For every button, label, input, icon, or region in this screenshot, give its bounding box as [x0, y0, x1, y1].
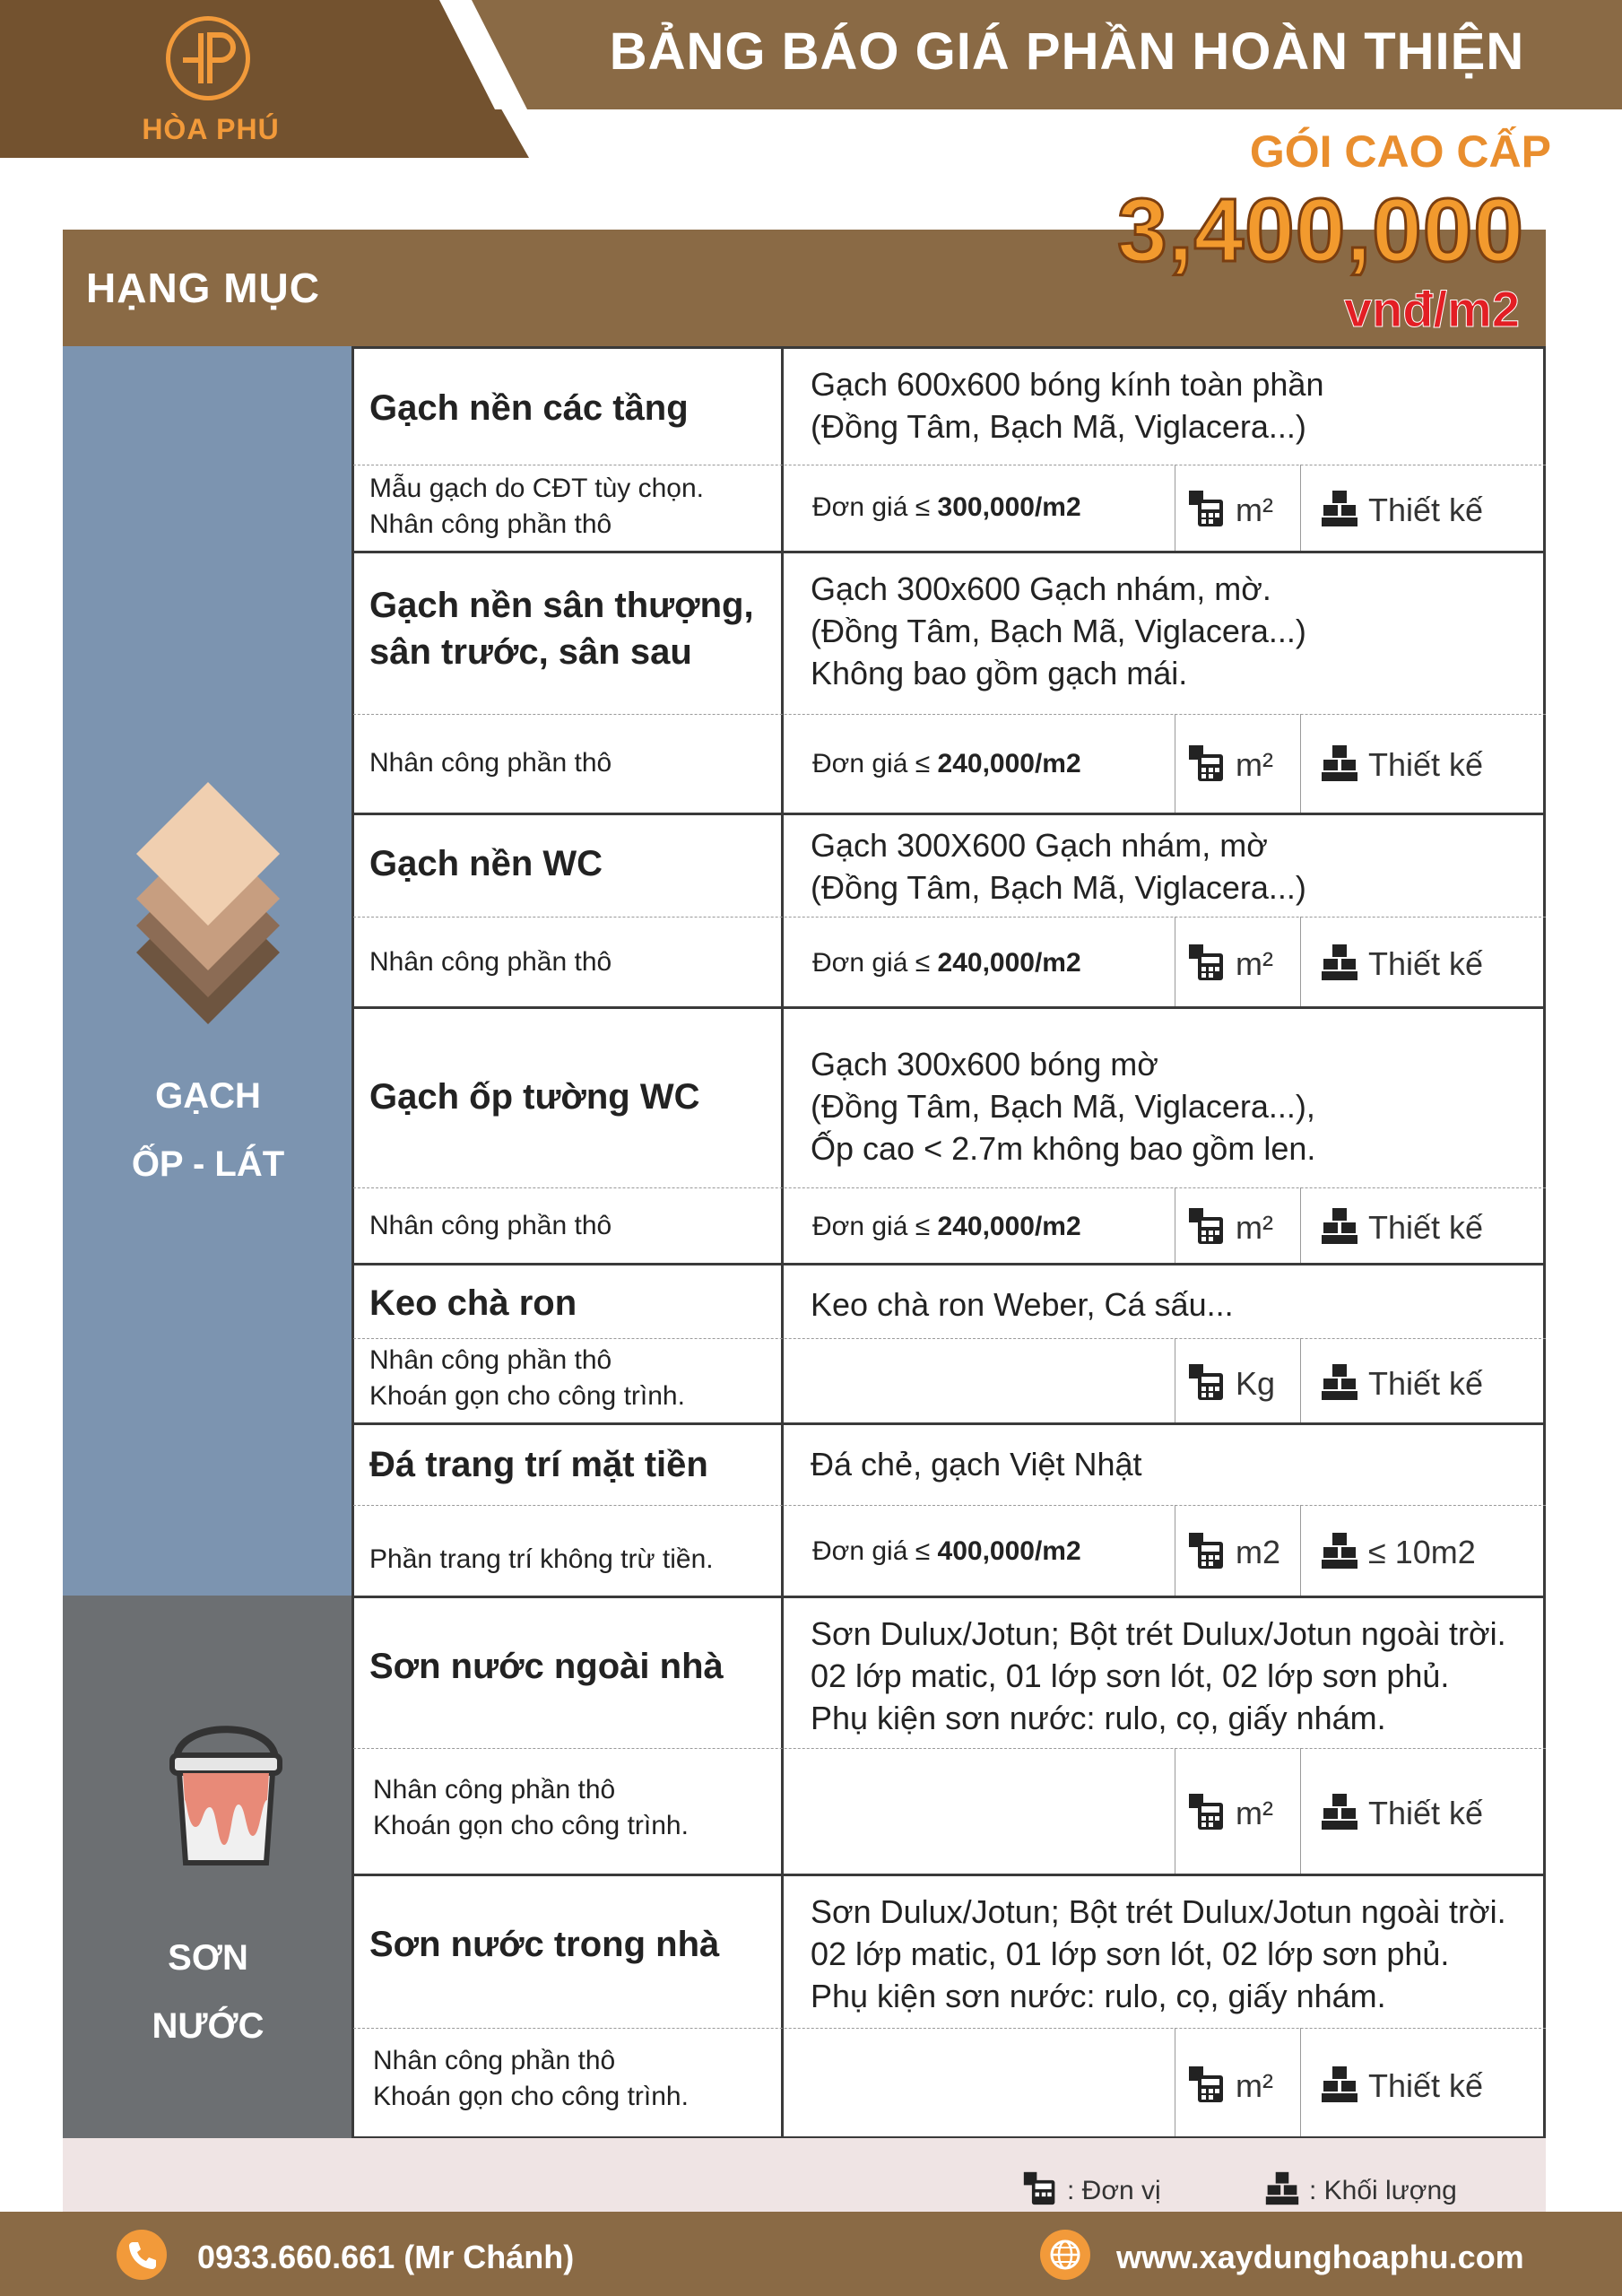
- table-row: [353, 551, 1546, 714]
- item-desc-line: (Đồng Tâm, Bạch Mã, Viglacera...): [811, 869, 1306, 906]
- table-subrow: [353, 714, 1546, 813]
- unit-cell: m²: [1187, 744, 1273, 791]
- cell-divider: [1300, 1187, 1301, 1263]
- item-name: sân trước, sân sau: [369, 632, 692, 672]
- item-note-line: Nhân công phần thô: [373, 2046, 616, 2075]
- table-subrow: [353, 1187, 1546, 1263]
- item-note-line: Khoán gọn cho công trình.: [369, 1381, 685, 1411]
- item-desc-line: Phụ kiện sơn nước: rulo, cọ, giấy nhám.: [811, 1978, 1386, 2014]
- cell-divider: [1300, 2028, 1301, 2138]
- footer-website[interactable]: www.xaydunghoaphu.com: [1116, 2239, 1524, 2275]
- item-note-line: Nhân công phần thô: [373, 1775, 616, 1805]
- unit-cell: Kg: [1187, 1362, 1275, 1410]
- volume-cell: ≤ 10m2: [1320, 1531, 1476, 1578]
- volume-cell: Thiết kế: [1320, 744, 1483, 791]
- table-subrow: [353, 1505, 1546, 1596]
- cell-divider: [1300, 1338, 1301, 1422]
- cell-divider: [1300, 1748, 1301, 1874]
- table-subrow: [353, 917, 1546, 1006]
- calculator-icon: [1187, 489, 1227, 536]
- item-name: Gạch nền sân thượng,: [369, 586, 754, 625]
- unit-cell: m2: [1187, 1531, 1280, 1578]
- package-price: 3,400,000: [1117, 180, 1524, 281]
- category-label: HẠNG MỤC: [86, 265, 320, 311]
- item-desc-line: Sơn Dulux/Jotun; Bột trét Dulux/Jotun ngoài trời.: [811, 1615, 1506, 1652]
- volume-cell: Thiết kế: [1320, 1206, 1483, 1254]
- unit-cell: m²: [1187, 943, 1273, 990]
- calculator-icon: [1187, 2065, 1227, 2112]
- item-note-line: Nhân công phần thô: [369, 509, 612, 539]
- item-desc-line: Sơn Dulux/Jotun; Bột trét Dulux/Jotun ngoài trời.: [811, 1893, 1506, 1930]
- unit-price: Đơn giá ≤ 400,000/m2: [812, 1536, 1081, 1566]
- table-row: [353, 813, 1546, 917]
- volume-cell: Thiết kế: [1320, 2065, 1483, 2112]
- item-desc-line: Gạch 600x600 bóng kính toàn phần: [811, 366, 1324, 403]
- logo-text: HÒA PHÚ: [142, 113, 280, 145]
- unit-cell: m²: [1187, 2065, 1273, 2112]
- page-title: BẢNG BÁO GIÁ PHẦN HOÀN THIỆN: [609, 22, 1525, 81]
- group-gach-op-lat: [63, 346, 353, 1596]
- item-note-line: Mẫu gạch do CĐT tùy chọn.: [369, 474, 704, 503]
- table-subrow: [353, 465, 1546, 551]
- globe-icon: [1040, 2230, 1090, 2280]
- boxes-icon: [1320, 744, 1359, 791]
- item-name: Sơn nước ngoài nhà: [369, 1647, 724, 1686]
- item-name: Keo chà ron: [369, 1283, 577, 1323]
- unit-price: Đơn giá ≤ 240,000/m2: [812, 1212, 1081, 1241]
- logo-icon: [166, 16, 250, 100]
- cell-divider: [1300, 1505, 1301, 1596]
- volume-cell: Thiết kế: [1320, 1362, 1483, 1410]
- item-desc-line: (Đồng Tâm, Bạch Mã, Viglacera...),: [811, 1088, 1315, 1125]
- boxes-icon: [1320, 1531, 1359, 1578]
- volume-cell: Thiết kế: [1320, 943, 1483, 990]
- boxes-icon: [1320, 943, 1359, 990]
- item-desc-line: Keo chà ron Weber, Cá sấu...: [811, 1286, 1234, 1323]
- unit-price: Đơn giá ≤ 300,000/m2: [812, 492, 1081, 522]
- item-note-line: Khoán gọn cho công trình.: [373, 2082, 689, 2111]
- item-desc-line: Không bao gồm gạch mái.: [811, 655, 1188, 691]
- package-name: GÓI CAO CẤP: [1249, 126, 1551, 177]
- unit-price: Đơn giá ≤ 240,000/m2: [812, 749, 1081, 778]
- boxes-icon: [1320, 1792, 1359, 1839]
- item-desc-line: Gạch 300X600 Gạch nhám, mờ: [811, 827, 1268, 864]
- calculator-icon: [1022, 2170, 1058, 2213]
- volume-cell: Thiết kế: [1320, 1792, 1483, 1839]
- boxes-icon: [1320, 489, 1359, 536]
- item-note-line: Khoán gọn cho công trình.: [373, 1811, 689, 1840]
- item-desc-line: 02 lớp matic, 01 lớp sơn lót, 02 lớp sơn phủ.: [811, 1657, 1450, 1694]
- table-row: [353, 1874, 1546, 2028]
- price-unit: vnđ/m2: [1343, 281, 1520, 337]
- table-row: [353, 1422, 1546, 1505]
- item-desc-line: 02 lớp matic, 01 lớp sơn lót, 02 lớp sơn phủ.: [811, 1935, 1450, 1972]
- item-desc-line: (Đồng Tâm, Bạch Mã, Viglacera...): [811, 613, 1306, 649]
- calculator-icon: [1187, 744, 1227, 791]
- legend-unit: : Đơn vị: [1022, 2170, 1161, 2213]
- item-name: Gạch ốp tường WC: [369, 1077, 700, 1117]
- phone-icon: [117, 2230, 167, 2280]
- item-desc-line: Phụ kiện sơn nước: rulo, cọ, giấy nhám.: [811, 1700, 1386, 1736]
- group-label-line1: SƠN: [168, 1938, 248, 1978]
- calculator-icon: [1187, 943, 1227, 990]
- footer-phone[interactable]: 0933.660.661 (Mr Chánh): [197, 2239, 575, 2275]
- item-note-line: Nhân công phần thô: [369, 748, 612, 778]
- group-son-nuoc: [63, 1596, 353, 2138]
- item-desc-line: (Đồng Tâm, Bạch Mã, Viglacera...): [811, 408, 1306, 445]
- unit-cell: m²: [1187, 489, 1273, 536]
- table-row: [353, 1263, 1546, 1338]
- unit-cell: m²: [1187, 1792, 1273, 1839]
- boxes-icon: [1264, 2170, 1300, 2213]
- item-name: Gạch nền các tầng: [369, 388, 689, 428]
- item-name: Gạch nền WC: [369, 844, 603, 883]
- tiles-icon: [127, 782, 289, 1024]
- table-subrow: [353, 2028, 1546, 2138]
- calculator-icon: [1187, 1531, 1227, 1578]
- group-label-line2: ỐP - LÁT: [131, 1144, 285, 1184]
- calculator-icon: [1187, 1792, 1227, 1839]
- group-label-line2: NƯỚC: [152, 2006, 265, 2046]
- calculator-icon: [1187, 1206, 1227, 1254]
- table-row: [353, 1006, 1546, 1187]
- item-note-line: Nhân công phần thô: [369, 947, 612, 977]
- item-note-line: Nhân công phần thô: [369, 1345, 612, 1375]
- legend-volume: : Khối lượng: [1264, 2170, 1457, 2213]
- unit-price: Đơn giá ≤ 240,000/m2: [812, 948, 1081, 978]
- table-subrow: [353, 1748, 1546, 1874]
- boxes-icon: [1320, 1362, 1359, 1410]
- item-desc-line: Ốp cao < 2.7m không bao gồm len.: [811, 1130, 1316, 1167]
- cell-divider: [1300, 465, 1301, 551]
- calculator-icon: [1187, 1362, 1227, 1410]
- cell-divider: [1300, 714, 1301, 813]
- group-label-line1: GẠCH: [155, 1076, 261, 1116]
- unit-cell: m²: [1187, 1206, 1273, 1254]
- cell-divider: [1300, 917, 1301, 1006]
- item-desc-line: Đá chẻ, gạch Việt Nhật: [811, 1446, 1142, 1483]
- table-subrow: [353, 1338, 1546, 1422]
- boxes-icon: [1320, 2065, 1359, 2112]
- item-name: Sơn nước trong nhà: [369, 1925, 720, 1964]
- boxes-icon: [1320, 1206, 1359, 1254]
- item-note-line: Phần trang trí không trừ tiền.: [369, 1544, 714, 1574]
- paint-bucket-icon: [163, 1719, 289, 1872]
- volume-cell: Thiết kế: [1320, 489, 1483, 536]
- table-row: [353, 346, 1546, 465]
- item-name: Đá trang trí mặt tiền: [369, 1445, 708, 1484]
- item-note-line: Nhân công phần thô: [369, 1211, 612, 1240]
- item-desc-line: Gạch 300x600 Gạch nhám, mờ.: [811, 570, 1271, 607]
- item-desc-line: Gạch 300x600 bóng mờ: [811, 1046, 1158, 1083]
- table-row: [353, 1596, 1546, 1748]
